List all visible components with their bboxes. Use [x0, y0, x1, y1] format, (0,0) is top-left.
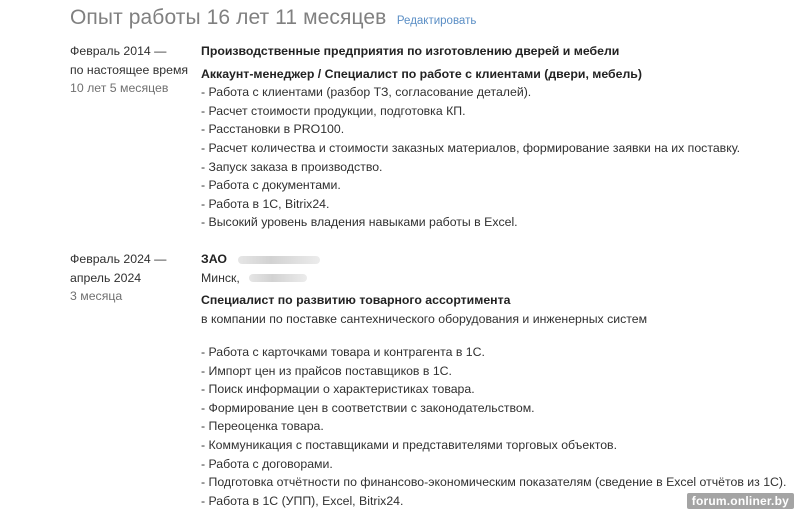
- site-watermark: forum.onliner.by: [687, 493, 794, 509]
- job-period: [70, 250, 166, 306]
- description-line: - Импорт цен из прайсов поставщиков в 1С.: [201, 363, 452, 378]
- period-start: Февраль 2024 —: [70, 252, 167, 266]
- description-line: - Расчет стоимости продукции, подготовка КП.: [201, 103, 466, 118]
- description-line: - Переоценка товара.: [201, 419, 324, 434]
- description-line: - Формирование цен в соответствии с законодательством.: [201, 400, 535, 415]
- company-name: Производственные предприятия по изготовлению дверей и мебели: [201, 44, 620, 58]
- job-description: [201, 343, 791, 510]
- job-entry: [201, 250, 791, 510]
- job-entry: [201, 42, 791, 232]
- description-line: - Подготовка отчётности по финансово-экономическим показателям (сведение в Excel отчётов из 1С).: [201, 475, 787, 490]
- period-end: по настоящее время: [70, 62, 189, 77]
- position-subtitle: в компании по поставке сантехнического оборудования и инженерных систем: [201, 311, 648, 326]
- description-line: - Работа в 1С, Bitrix24.: [201, 196, 330, 211]
- company-location-row: [201, 269, 791, 288]
- period-duration: 10 лет 5 месяцев: [70, 81, 169, 96]
- description-line: - Работа с карточками товара и контрагента в 1С.: [201, 344, 485, 359]
- redacted-location: [249, 274, 307, 282]
- company-name: ЗАО: [201, 252, 227, 266]
- description-line: - Поиск информации о характеристиках товара.: [201, 382, 475, 397]
- description-line: - Работа с документами.: [201, 178, 341, 193]
- period-start: Февраль 2014 —: [70, 44, 167, 58]
- description-line: - Работа в 1С (УПП), Excel, Bitrix24.: [201, 493, 404, 508]
- company-row: [201, 250, 791, 269]
- position-title: Специалист по развитию товарного ассортимента: [201, 293, 511, 308]
- description-line: - Высокий уровень владения навыками работы в Excel.: [201, 215, 518, 230]
- description-line: - Коммуникация с поставщиками и представителями торговых объектов.: [201, 437, 618, 452]
- job-description: [201, 83, 791, 232]
- company-city: Минск,: [201, 270, 240, 285]
- description-line: - Расстановки в PRO100.: [201, 122, 345, 137]
- description-line: - Расчет количества и стоимости заказных материалов, формирование заявки на их поставку.: [201, 140, 741, 155]
- job-period: [70, 42, 188, 98]
- description-line: - Работа с договорами.: [201, 456, 333, 471]
- period-duration: 3 месяца: [70, 289, 123, 304]
- experience-title: Опыт работы 16 лет 11 месяцев: [70, 6, 387, 29]
- description-line: - Запуск заказа в производство.: [201, 159, 383, 174]
- redacted-company: [238, 256, 320, 264]
- position-title: Аккаунт-менеджер / Специалист по работе с клиентами (двери, мебель): [201, 66, 642, 81]
- experience-header: [70, 6, 476, 30]
- description-line: - Работа с клиентами (разбор ТЗ, согласование деталей).: [201, 85, 532, 100]
- period-end: апрель 2024: [70, 270, 142, 285]
- edit-link[interactable]: Редактировать: [396, 15, 477, 27]
